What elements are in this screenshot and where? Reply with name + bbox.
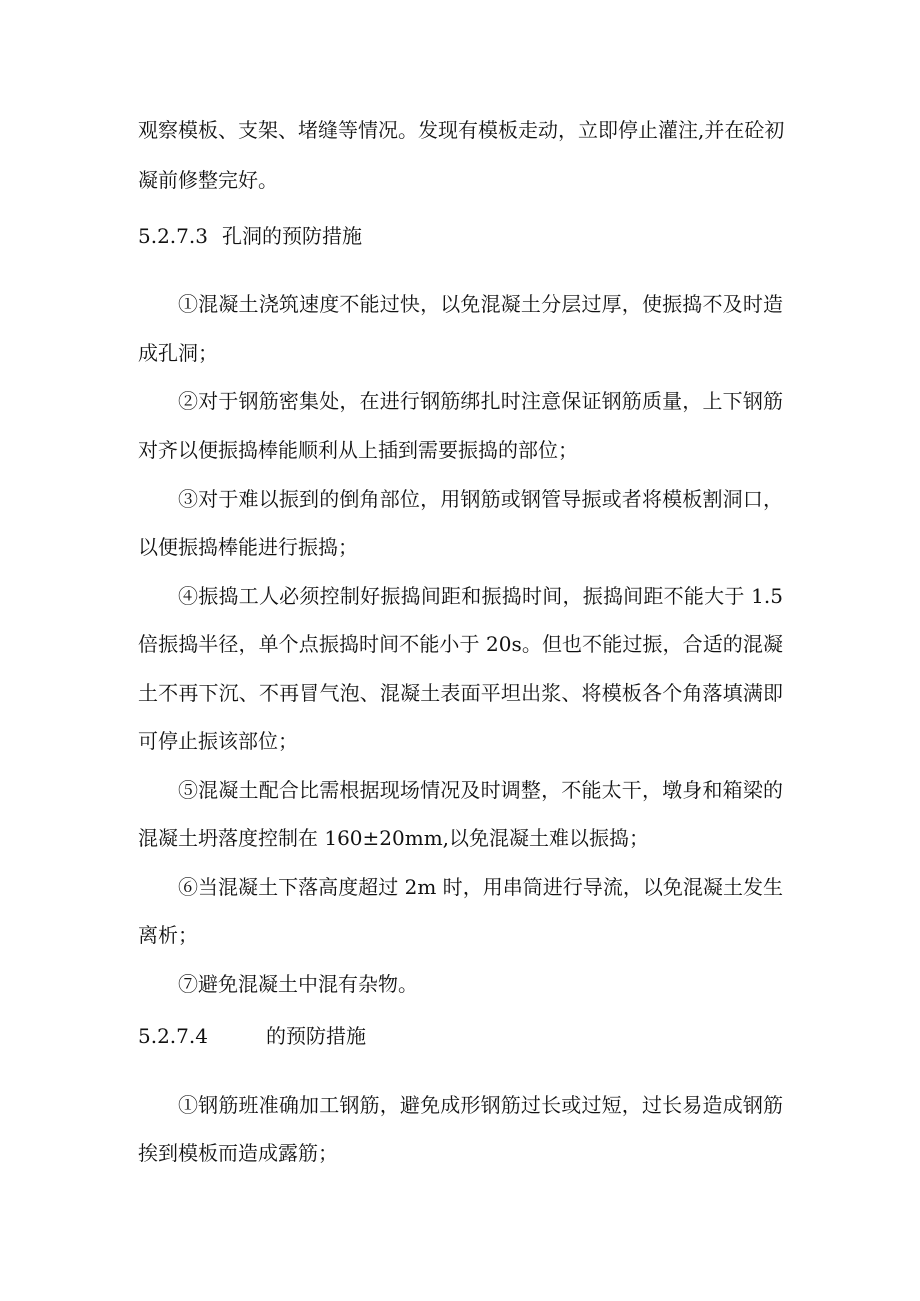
- list-item-line: ①混凝土浇筑速度不能过快，以免混凝土分层过厚，使振捣不及时造: [178, 292, 783, 316]
- list-item-line: 可停止振该部位；: [138, 729, 298, 753]
- list-item-line: ⑤混凝土配合比需根据现场情况及时调整，不能太干，墩身和箱梁的: [178, 778, 783, 802]
- list-item-line: 挨到模板而造成露筋；: [138, 1141, 338, 1165]
- section-heading: [138, 224, 362, 248]
- list-item-line: ②对于钢筋密集处，在进行钢筋绑扎时注意保证钢筋质量，上下钢筋: [178, 389, 783, 413]
- list-item-line: ④振捣工人必须控制好振捣间距和振捣时间，振捣间距不能大于 1.5: [178, 584, 783, 608]
- list-item-line: ①钢筋班准确加工钢筋，避免成形钢筋过长或过短，过长易造成钢筋: [178, 1093, 783, 1117]
- section-number: 5.2.7.3: [138, 224, 208, 248]
- list-item-line: 倍振捣半径，单个点振捣时间不能小于 20s。但也不能过振，合适的混凝: [138, 632, 783, 656]
- list-item-line: 以便振捣棒能进行振捣；: [138, 535, 358, 559]
- list-item-line: ③对于难以振到的倒角部位，用钢筋或钢管导振或者将模板割洞口，: [178, 487, 783, 511]
- list-item-line: 土不再下沉、不再冒气泡、混凝土表面平坦出浆、将模板各个角落填满即: [138, 681, 783, 705]
- list-item-line: 成孔洞；: [138, 341, 218, 365]
- paragraph-line: 凝前修整完好。: [138, 168, 278, 192]
- list-item-line: ⑦避免混凝土中混有杂物。: [178, 972, 418, 996]
- list-item-line: 离析；: [138, 923, 198, 947]
- section-heading: [138, 1024, 366, 1048]
- section-title: 的预防措施: [265, 1024, 366, 1048]
- section-number: 5.2.7.4: [138, 1024, 208, 1048]
- list-item-line: 对齐以便振捣棒能顺利从上插到需要振捣的部位；: [138, 438, 578, 462]
- paragraph-line: 观察模板、支架、堵缝等情况。发现有模板走动，立即停止灌注,并在砼初: [138, 118, 785, 142]
- list-item-line: 混凝土坍落度控制在 160±20mm,以免混凝土难以振捣；: [138, 826, 650, 850]
- section-title: 孔洞的预防措施: [221, 224, 362, 248]
- list-item-line: ⑥当混凝土下落高度超过 2m 时，用串筒进行导流，以免混凝土发生: [178, 875, 783, 899]
